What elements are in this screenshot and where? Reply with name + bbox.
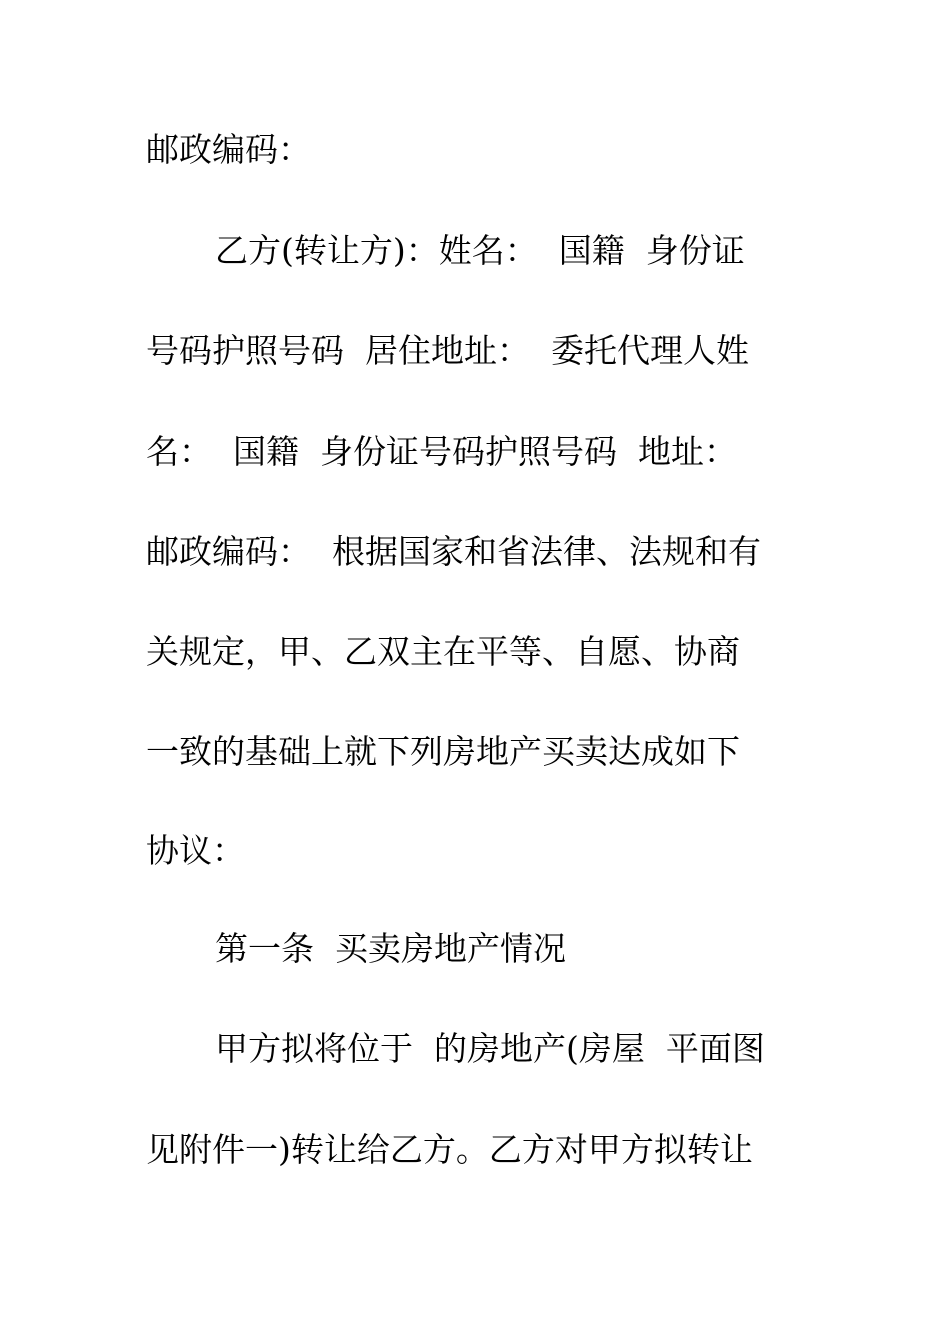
text-line-basis: 邮政编码： 根据国家和省法律、法规和有 [146,532,761,571]
text-line-agreement-end: 协议： [146,831,245,870]
article-one-heading: 第一条 买卖房地产情况 [215,929,566,968]
text-line-article-one-continued: 见附件一)转让给乙方。乙方对甲方拟转让 [146,1130,753,1169]
text-line-agent: 名： 国籍 身份证号码护照号码 地址： [146,432,737,471]
text-line-principles: 关规定，甲、乙双主在平等、自愿、协商 [146,632,740,671]
text-line-postal-code: 邮政编码： [146,130,311,169]
text-line-article-one-body: 甲方拟将位于 的房地产(房屋 平面图 [215,1029,765,1068]
text-line-party-b-address: 号码护照号码 居住地址： 委托代理人姓 [146,331,749,370]
text-line-party-b: 乙方(转让方)：姓名： 国籍 身份证 [215,231,745,270]
text-line-agreement: 一致的基础上就下列房地产买卖达成如下 [146,732,740,771]
